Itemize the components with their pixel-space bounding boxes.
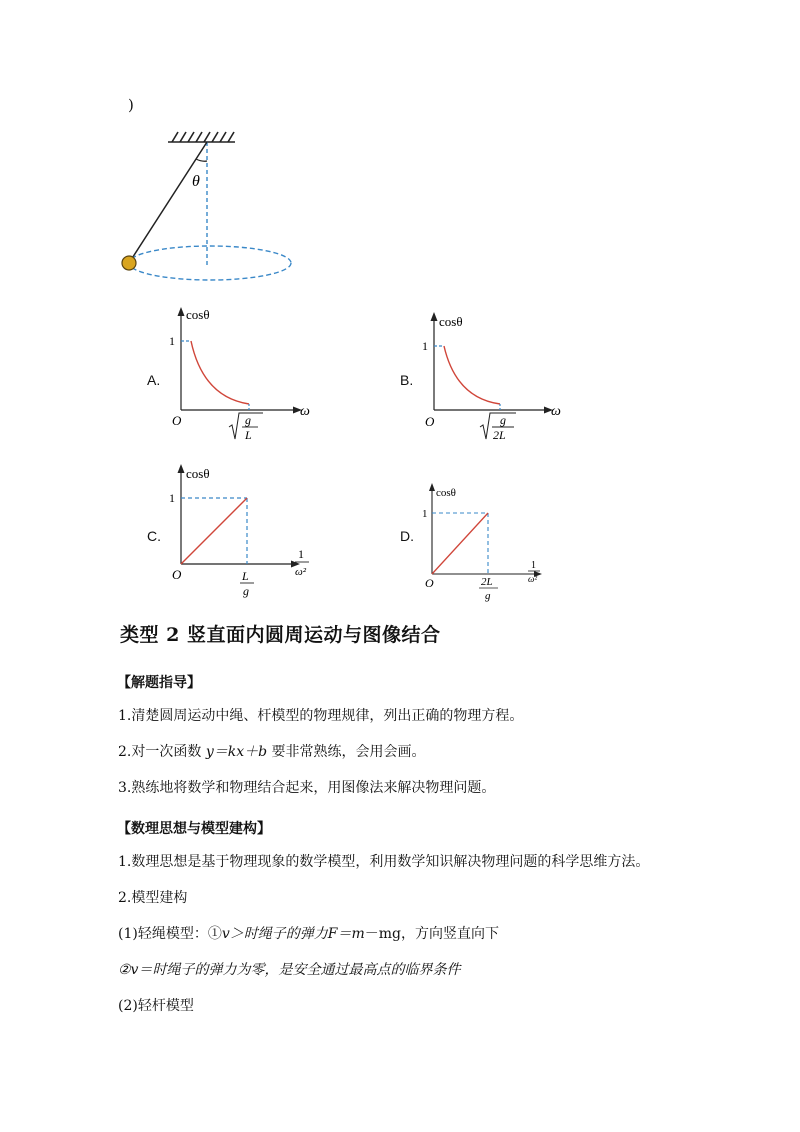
graph-option-b <box>418 310 568 445</box>
rope-model-label: (1)轻绳模型：① <box>118 926 222 942</box>
option-b-label: B. <box>400 372 414 388</box>
rope-model-line <box>118 924 499 944</box>
circular-path-dashed <box>129 246 291 280</box>
x-tick-numerator: 2L <box>481 576 493 588</box>
origin-label: O <box>425 576 434 590</box>
x-axis-label-denominator: ω² <box>295 566 307 578</box>
linear-function-formula: y＝kx＋b <box>205 744 268 760</box>
x-tick-denominator: L <box>245 428 252 442</box>
x-tick-denominator: g <box>243 584 249 598</box>
angle-arc <box>196 159 207 161</box>
guide-item-3: 3.熟练地将数学和物理结合起来，用图像法来解决物理问题。 <box>118 780 496 796</box>
x-axis-label-denominator: ω² <box>528 574 538 584</box>
y-axis-arrow <box>178 307 185 316</box>
linear-line <box>181 498 247 564</box>
decreasing-curve <box>191 341 249 404</box>
closing-parenthesis: ) <box>128 96 134 114</box>
x-axis-label-numerator: 1 <box>298 547 304 561</box>
option-d-label: D. <box>400 528 414 544</box>
y-axis-arrow <box>429 483 435 491</box>
y-axis-arrow <box>431 312 438 321</box>
graph-option-a <box>165 305 315 445</box>
model-title: 【数理思想与模型建构】 <box>117 821 271 837</box>
ceiling-hatch <box>168 132 235 142</box>
y-axis-label: cosθ <box>436 487 456 499</box>
y-one-label: 1 <box>169 334 175 348</box>
guide-item-2-text-b: 要非常熟练，会用会画。 <box>267 744 426 760</box>
x-tick-denominator: g <box>485 590 491 602</box>
guide-title: 【解题指导】 <box>117 675 201 691</box>
option-a-label: A. <box>147 372 161 388</box>
y-axis-label: cosθ <box>186 466 210 481</box>
guide-item-1: 1.清楚圆周运动中绳、杆模型的物理规律，列出正确的物理方程。 <box>118 708 524 724</box>
model-item-2: 2.模型建构 <box>118 890 188 906</box>
theta-label: θ <box>192 173 200 190</box>
x-axis-label: ω <box>551 404 561 419</box>
conical-pendulum-figure <box>110 128 310 293</box>
x-tick-numerator: L <box>242 569 249 583</box>
y-one-label: 1 <box>169 491 175 505</box>
x-tick-numerator: g <box>245 413 251 427</box>
graph-option-c <box>165 462 320 602</box>
guide-item-2 <box>118 742 426 762</box>
rope-model-mg: －mg <box>364 926 401 942</box>
rod-model-line: (2)轻杆模型 <box>118 998 194 1014</box>
rope-model-direction: ，方向竖直向下 <box>401 926 499 942</box>
origin-label: O <box>172 567 182 582</box>
option-c-label: C. <box>147 528 161 544</box>
linear-line <box>432 513 488 574</box>
y-one-label: 1 <box>422 339 428 353</box>
y-axis-arrow <box>178 464 185 473</box>
x-axis-label: ω <box>300 404 310 419</box>
rope-model-critical-line: ②v＝时绳子的弹力为零，是安全通过最高点的临界条件 <box>118 962 461 978</box>
y-one-label: 1 <box>422 508 428 520</box>
decreasing-curve <box>444 346 500 404</box>
x-axis-label-numerator: 1 <box>531 560 536 571</box>
model-item-1: 1.数理思想是基于物理现象的数学模型，利用数学知识解决物理问题的科学思维方法。 <box>118 854 650 870</box>
origin-label: O <box>425 414 435 429</box>
x-tick-denominator: 2L <box>493 428 506 442</box>
y-axis-label: cosθ <box>439 314 463 329</box>
pendulum-string <box>129 142 207 263</box>
y-axis-label: cosθ <box>186 307 210 322</box>
section-heading: 类型 2 竖直面内圆周运动与图像结合 <box>120 624 441 646</box>
rope-model-condition: v＞时绳子的弹力F＝m <box>221 926 365 942</box>
guide-item-2-text-a: 2.对一次函数 <box>118 744 206 760</box>
x-tick-numerator: g <box>500 413 506 427</box>
origin-label: O <box>172 413 182 428</box>
graph-option-d <box>418 482 568 607</box>
pendulum-ball <box>122 256 136 270</box>
